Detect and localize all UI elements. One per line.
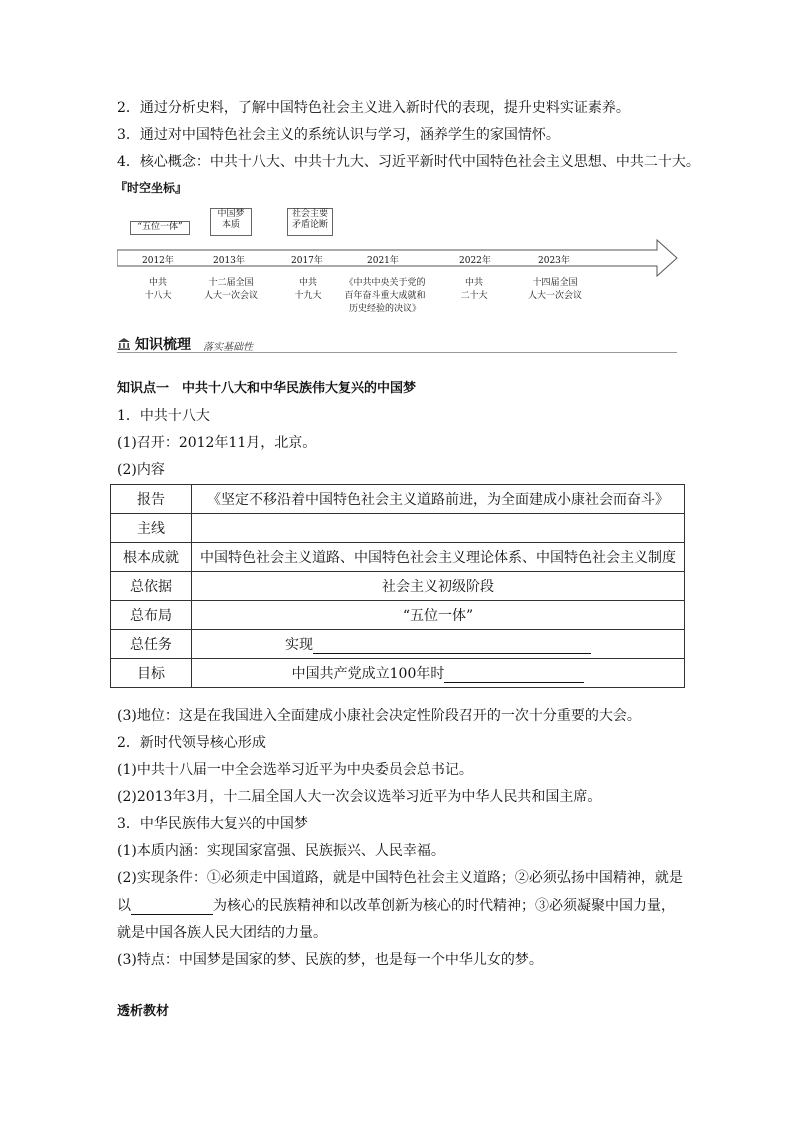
timeline-label-text: 《中共中央关于党的 — [344, 278, 426, 288]
timeline-year-2022: 2022年 — [459, 256, 491, 266]
timeline-label-text: 人大一次会议 — [203, 291, 258, 301]
conditions-prefix: 以 — [117, 898, 131, 914]
table-key: 根本成就 — [111, 543, 192, 572]
kp1-para-conditions-cont — [117, 897, 675, 915]
timeline-label-2017 — [288, 277, 328, 303]
table-value: “五位一体” — [192, 601, 685, 630]
table-key: 总依据 — [111, 572, 192, 601]
timeline-label-2022 — [454, 277, 494, 303]
section-title: 知识梳理 — [135, 337, 191, 353]
kp1-heading-2: 2．新时代领导核心形成 — [117, 735, 266, 751]
timeline-year-2017: 2017年 — [291, 256, 323, 266]
timeline-label-text: 中共 — [148, 278, 167, 288]
fill-blank[interactable] — [131, 900, 213, 915]
intro-line-4: 4．核心概念：中共十八大、中共十九大、习近平新时代中国特色社会主义思想、中共二十大。 — [117, 154, 700, 170]
fill-blank[interactable] — [444, 668, 584, 683]
timeline-label-2012 — [138, 277, 178, 303]
kp1-title: 知识点一 中共十八大和中华民族伟大复兴的中国梦 — [117, 381, 417, 396]
table-row — [111, 659, 685, 688]
table-row — [111, 543, 685, 572]
intro-line-3: 3．通过对中国特色社会主义的系统认识与学习，涵养学生的家国情怀。 — [117, 127, 560, 143]
timeline-label-text: 中共 — [298, 278, 317, 288]
timeline-label-text: 中共 — [464, 278, 483, 288]
kp1-para-essence: (1)本质内涵：实现国家富强、民族振兴、人民幸福。 — [117, 843, 445, 859]
footer-heading: 透析教材 — [117, 1004, 170, 1019]
timeline-box-contradiction — [287, 208, 333, 236]
table-key: 主线 — [111, 514, 192, 543]
table-value: 社会主义初级阶段 — [192, 572, 685, 601]
table-value — [192, 659, 685, 688]
timeline-box-chinese-dream-line2: 本质 — [221, 220, 240, 230]
table-row — [111, 630, 685, 659]
timeline-label-text: 十二届全国 — [208, 278, 254, 288]
timeline-label-text: 十四届全国 — [532, 278, 578, 288]
kp1-para-president: (2)2013年3月，十二届全国人大一次会议选举习近平为中华人民共和国主席。 — [117, 789, 602, 805]
timeline-year-2012: 2012年 — [142, 256, 174, 266]
table-value: 中国特色社会主义道路、中国特色社会主义理论体系、中国特色社会主义制度 — [192, 543, 685, 572]
timeline-box-chinese-dream — [210, 208, 252, 236]
kp1-para-convene: (1)召开：2012年11月，北京。 — [117, 435, 317, 451]
kp1-heading-1: 1．中共十八大 — [117, 408, 210, 424]
intro-line-2: 2．通过分析史料，了解中国特色社会主义进入新时代的表现，提升史料实证素养。 — [117, 100, 630, 116]
table-row — [111, 485, 685, 514]
kp1-para-features: (3)特点：中国梦是国家的梦、民族的梦，也是每一个中华儿女的梦。 — [117, 952, 543, 968]
timeline-label-2023 — [520, 277, 590, 303]
section-header-rule — [117, 336, 677, 353]
table-row — [111, 572, 685, 601]
temple-icon — [117, 337, 131, 351]
kp1-para-conditions-end: 就是中国各族人民大团结的力量。 — [117, 925, 327, 941]
timeline-year-2023: 2023年 — [538, 256, 570, 266]
table-value — [192, 630, 685, 659]
timeline-box-contradiction-line2: 矛盾论断 — [291, 220, 328, 230]
kp1-para-secretary: (1)中共十八届一中全会选举习近平为中央委员会总书记。 — [117, 762, 473, 778]
table-value-blank — [192, 514, 685, 543]
kp1-para-conditions: (2)实现条件：①必须走中国道路，就是中国特色社会主义道路；②必须弘扬中国精神，就是 — [117, 870, 683, 886]
content-table — [110, 484, 685, 688]
table-row — [111, 601, 685, 630]
conditions-rest: 为核心的民族精神和以改革创新为核心的时代精神；③必须凝聚中国力量， — [213, 898, 675, 914]
timeline-label-text: 十九大 — [294, 291, 322, 301]
table-value-text: 实现 — [285, 637, 313, 653]
timeline-label-2013 — [196, 277, 266, 303]
kp1-para-content: (2)内容 — [117, 462, 165, 478]
timeline-box-contradiction-line1: 社会主要 — [291, 209, 328, 219]
table-key: 报告 — [111, 485, 192, 514]
table-value: 《坚定不移沿着中国特色社会主义道路前进，为全面建成小康社会而奋斗》 — [192, 485, 685, 514]
table-key: 总布局 — [111, 601, 192, 630]
kp1-heading-3: 3．中华民族伟大复兴的中国梦 — [117, 816, 308, 832]
table-key: 目标 — [111, 659, 192, 688]
timeline-label-text: 人大一次会议 — [527, 291, 582, 301]
table-value-text: 中国共产党成立100年时 — [291, 666, 445, 682]
timeline-label-text: 历史经验的决议》 — [348, 304, 421, 314]
timeline-year-2021: 2021年 — [367, 256, 399, 266]
timeline-year-2013: 2013年 — [213, 256, 245, 266]
timeline-heading: 『时空坐标』 — [115, 181, 188, 195]
section-subtitle: 落实基础性 — [203, 342, 253, 353]
timeline-box-wuweiyiti: “五位一体” — [130, 221, 190, 235]
timeline-label-text: 百年奋斗重大成就和 — [344, 291, 426, 301]
table-key: 总任务 — [111, 630, 192, 659]
timeline-label-text: 十八大 — [144, 291, 172, 301]
timeline-label-2021 — [335, 277, 435, 316]
kp1-para-status: (3)地位：这是在我国进入全面建成小康社会决定性阶段召开的一次十分重要的大会。 — [117, 708, 641, 724]
timeline-box-chinese-dream-line1: 中国梦 — [217, 209, 245, 219]
fill-blank[interactable] — [313, 639, 591, 654]
table-row — [111, 514, 685, 543]
timeline-label-text: 二十大 — [460, 291, 488, 301]
